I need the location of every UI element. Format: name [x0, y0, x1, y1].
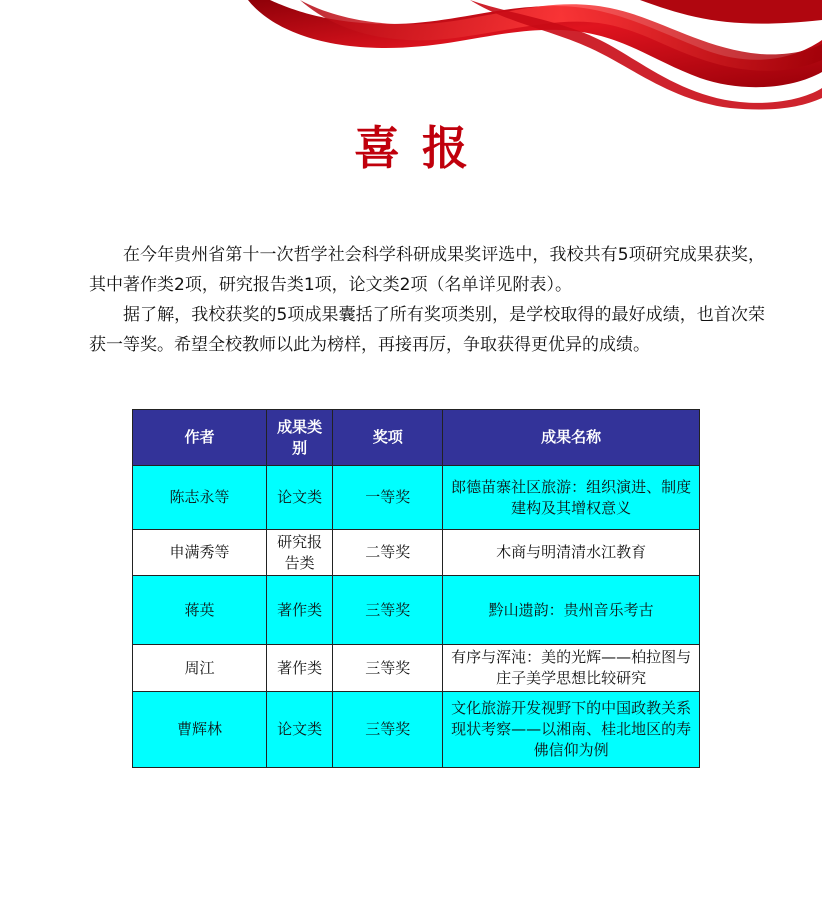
header-award: 奖项 — [333, 410, 443, 466]
award-cell: 二等奖 — [333, 530, 443, 576]
red-silk-ribbon-icon — [0, 0, 822, 110]
table-row — [133, 692, 700, 768]
author-cell: 周江 — [133, 645, 267, 692]
award-cell: 三等奖 — [333, 692, 443, 768]
table-row — [133, 576, 700, 645]
category-cell: 论文类 — [266, 692, 332, 768]
category-cell: 研究报告类 — [266, 530, 332, 576]
paragraph: 在今年贵州省第十一次哲学社会科学科研成果奖评选中，我校共有5项研究成果获奖，其中著作类2项，研究报告类1项，论文类2项（名单详见附表）。 — [89, 245, 765, 295]
announcement-body — [89, 240, 765, 360]
table-row — [133, 530, 700, 576]
table-row — [133, 645, 700, 692]
award-cell: 三等奖 — [333, 645, 443, 692]
page-title: 喜报 — [354, 121, 490, 175]
header-title: 成果名称 — [443, 410, 700, 466]
table-header-row — [133, 410, 700, 466]
title-cell: 郎德苗寨社区旅游：组织演进、制度建构及其增权意义 — [443, 466, 700, 530]
title-cell: 有序与浑沌：美的光辉——柏拉图与庄子美学思想比较研究 — [443, 645, 700, 692]
header-author: 作者 — [133, 410, 267, 466]
author-cell: 陈志永等 — [133, 466, 267, 530]
header-category: 成果类别 — [266, 410, 332, 466]
table-row — [133, 466, 700, 530]
author-cell: 申满秀等 — [133, 530, 267, 576]
award-list-table — [132, 409, 700, 768]
paragraph: 据了解，我校获奖的5项成果囊括了所有奖项类别，是学校取得的最好成绩，也首次荣获一等奖。希望全校教师以此为榜样，再接再厉，争取获得更优异的成绩。 — [89, 305, 765, 355]
author-cell: 蒋英 — [133, 576, 267, 645]
award-cell: 一等奖 — [333, 466, 443, 530]
title-cell: 黔山遗韵：贵州音乐考古 — [443, 576, 700, 645]
category-cell: 著作类 — [266, 645, 332, 692]
category-cell: 著作类 — [266, 576, 332, 645]
title-cell: 木商与明清清水江教育 — [443, 530, 700, 576]
award-cell: 三等奖 — [333, 576, 443, 645]
category-cell: 论文类 — [266, 466, 332, 530]
title-cell: 文化旅游开发视野下的中国政教关系现状考察——以湘南、桂北地区的寿佛信仰为例 — [443, 692, 700, 768]
author-cell: 曹辉林 — [133, 692, 267, 768]
